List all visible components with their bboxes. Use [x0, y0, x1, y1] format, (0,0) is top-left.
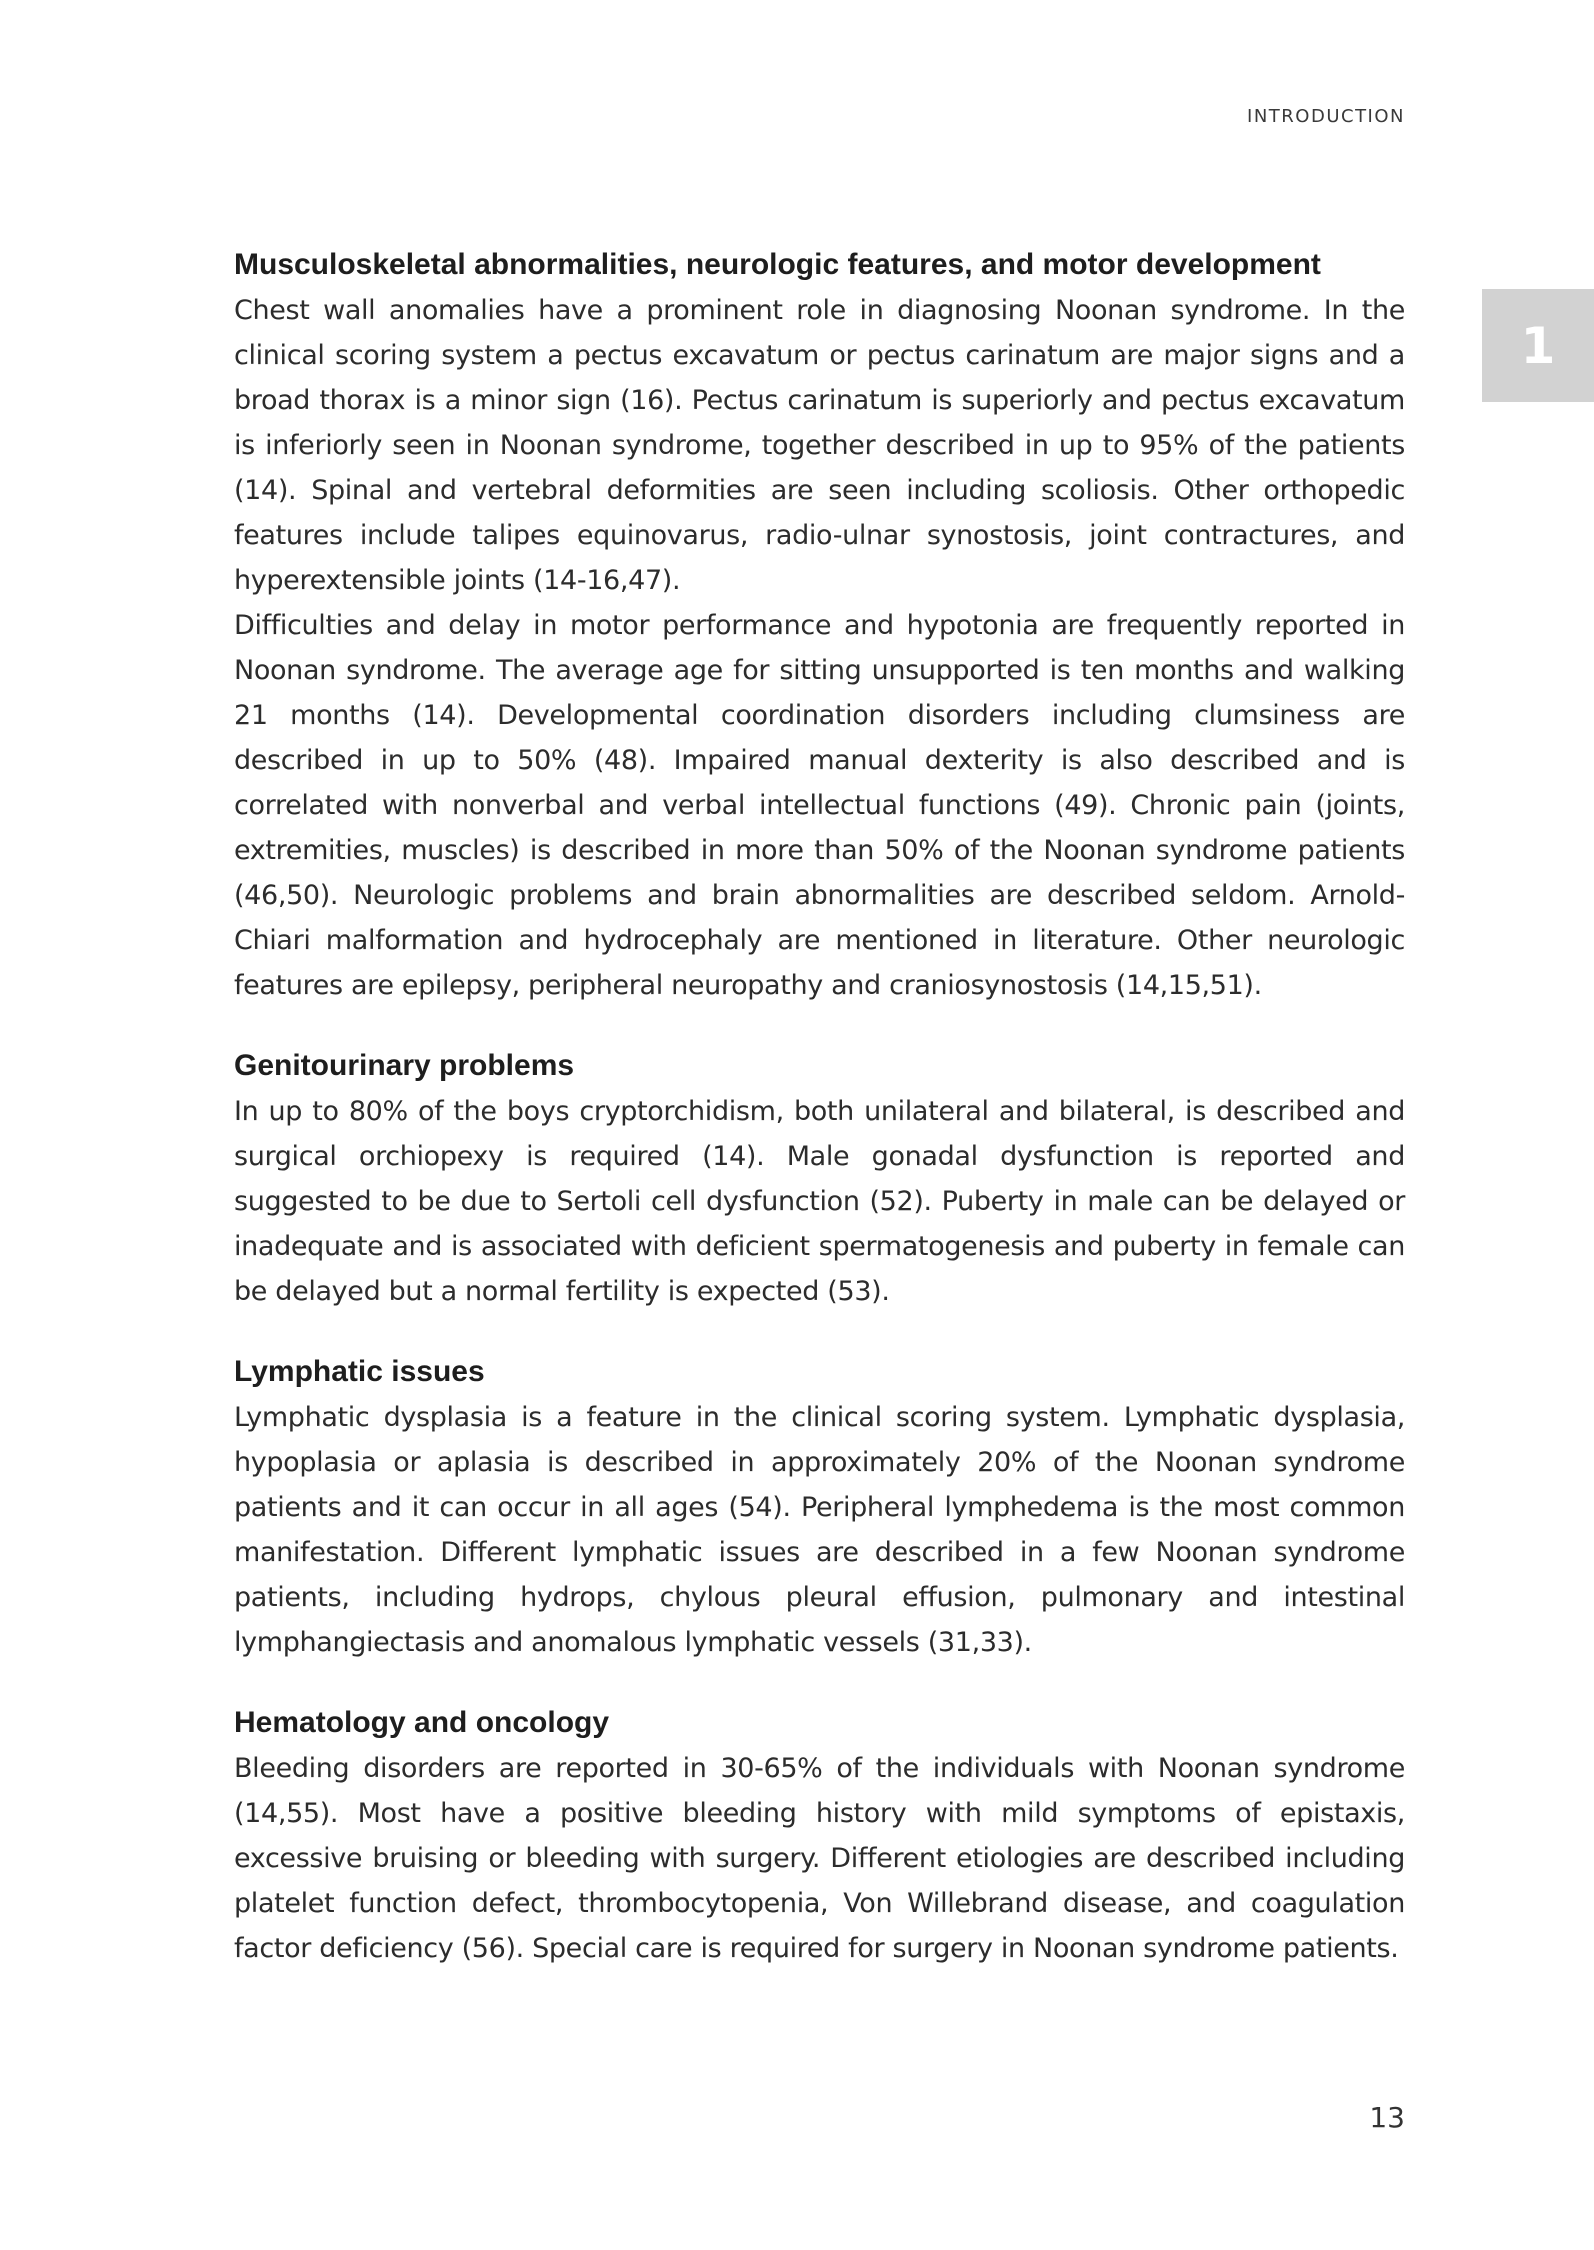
section-heading: Lymphatic issues	[234, 1355, 485, 1388]
section-musculoskeletal	[234, 247, 1405, 1008]
paragraph: Lymphatic dysplasia is a feature in the clinical scoring system. Lymphatic dysplasia, hypoplasia or aplasia is described in approximately 20% of the Noonan syndrome patients and it can occur in all ages (54). Peripheral lymphedema is the most common manifestation. Different lymphatic issues are described in a few Noonan syndrome patients, including hydrops, chylous pleural effusion, pulmonary and intestinal lymphangiectasis and anomalous lymphatic vessels (31,33).	[234, 1402, 1405, 1658]
section-heading: Genitourinary problems	[234, 1049, 575, 1082]
chapter-tab: 1	[1482, 289, 1594, 402]
section-hematology	[234, 1705, 1405, 1971]
paragraph: Chest wall anomalies have a prominent role in diagnosing Noonan syndrome. In the clinical scoring system a pectus excavatum or pectus carinatum are major signs and a broad thorax is a minor sign (16). Pectus carinatum is superiorly and pectus excavatum is inferiorly seen in Noonan syndrome, together described in up to 95% of the patients (14). Spinal and vertebral deformities are seen including scoliosis. Other orthopedic features include talipes equinovarus, radio-ulnar synostosis, joint contractures, and hyperextensible joints (14-16,47).	[234, 295, 1405, 596]
paragraph: In up to 80% of the boys cryptorchidism, both unilateral and bilateral, is described and surgical orchiopexy is required (14). Male gonadal dysfunction is reported and suggested to be due to Sertoli cell dysfunction (52). Puberty in male can be delayed or inadequate and is associated with deficient spermatogenesis and puberty in female can be delayed but a normal fertility is expected (53).	[234, 1096, 1405, 1307]
section-lymphatic	[234, 1354, 1405, 1665]
section-heading: Hematology and oncology	[234, 1706, 610, 1739]
section-genitourinary	[234, 1048, 1405, 1314]
paragraph: Difficulties and delay in motor performance and hypotonia are frequently reported in Noonan syndrome. The average age for sitting unsupported is ten months and walking 21 months (14). Developmental coordination disorders including clumsiness are described in up to 50% (48). Impaired manual dexterity is also described and is correlated with nonverbal and verbal intellectual functions (49). Chronic pain (joints, extremities, muscles) is described in more than 50% of the Noonan syndrome patients (46,50). Neurologic problems and brain abnormalities are described seldom. Arnold-Chiari malformation and hydrocephaly are mentioned in literature. Other neurologic features are epilepsy, peripheral neuropathy and craniosynostosis (14,15,51).	[234, 610, 1405, 1001]
running-header: INTRODUCTION	[1247, 106, 1405, 127]
page-number: 13	[1369, 2101, 1405, 2134]
section-heading: Musculoskeletal abnormalities, neurologic features, and motor development	[234, 248, 1321, 281]
paragraph: Bleeding disorders are reported in 30-65% of the individuals with Noonan syndrome (14,55). Most have a positive bleeding history with mild symptoms of epistaxis, excessive bruising or bleeding with surgery. Different etiologies are described including platelet function defect, thrombocytopenia, Von Willebrand disease, and coagulation factor deficiency (56). Special care is required for surgery in Noonan syndrome patients.	[234, 1753, 1405, 1964]
page-content	[234, 247, 1405, 2011]
